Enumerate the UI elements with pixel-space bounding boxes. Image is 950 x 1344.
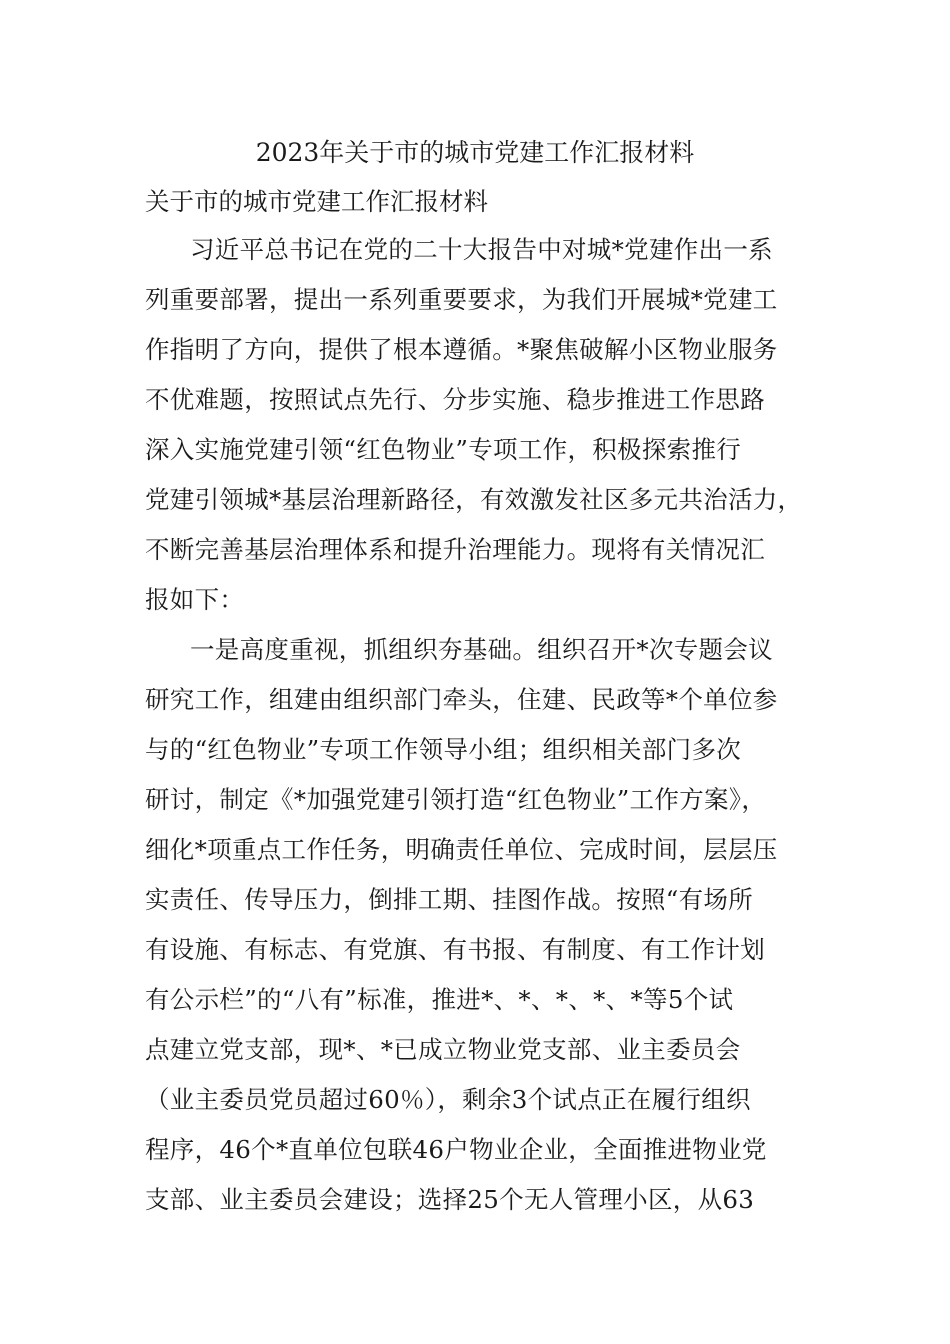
paragraph-2-line-2: 研究工作，组建由组织部门牵头，住建、民政等*个单位参 xyxy=(145,685,778,714)
paragraph-2-line-10: （业主委员党员超过60％），剩余3个试点正在履行组织 xyxy=(145,1085,751,1114)
paragraph-2-line-3: 与的“红色物业”专项工作领导小组；组织相关部门多次 xyxy=(145,735,742,764)
paragraph-1-line-4: 不优难题，按照试点先行、分步实施、稳步推进工作思路 xyxy=(145,385,765,414)
paragraph-2-line-7: 有设施、有标志、有党旗、有书报、有制度、有工作计划 xyxy=(145,935,765,964)
document-title: 2023年关于市的城市党建工作汇报材料 xyxy=(255,138,695,167)
paragraph-1-line-6: 党建引领城*基层治理新路径，有效激发社区多元共治活力， xyxy=(145,485,803,514)
paragraph-2-line-9: 点建立党支部，现*、*已成立物业党支部、业主委员会 xyxy=(145,1035,741,1064)
paragraph-1-line-2: 列重要部署，提出一系列重要要求，为我们开展城*党建工 xyxy=(145,285,778,314)
paragraph-2-line-8: 有公示栏”的“八有”标准，推进*、*、*、*、*等5个试 xyxy=(145,985,734,1014)
paragraph-1-line-3: 作指明了方向，提供了根本遵循。*聚焦破解小区物业服务 xyxy=(145,335,778,364)
document-subtitle: 关于市的城市党建工作汇报材料 xyxy=(145,187,488,216)
paragraph-1-line-7: 不断完善基层治理体系和提升治理能力。现将有关情况汇 xyxy=(145,535,765,564)
paragraph-1-line-8: 报如下： xyxy=(145,585,245,614)
paragraph-2-line-5: 细化*项重点工作任务，明确责任单位、完成时间，层层压 xyxy=(145,835,778,864)
paragraph-2-line-1: 一是高度重视，抓组织夯基础。组织召开*次专题会议 xyxy=(190,635,773,664)
paragraph-2-line-6: 实责任、传导压力，倒排工期、挂图作战。按照“有场所 xyxy=(145,885,754,914)
paragraph-2-line-4: 研讨，制定《*加强党建引领打造“红色物业”工作方案》， xyxy=(145,785,767,814)
paragraph-2-line-11: 程序，46个*直单位包联46户物业企业，全面推进物业党 xyxy=(145,1135,767,1164)
paragraph-2-line-12: 支部、业主委员会建设；选择25个无人管理小区，从63 xyxy=(145,1185,755,1214)
paragraph-1-line-1: 习近平总书记在党的二十大报告中对城*党建作出一系 xyxy=(190,235,773,264)
paragraph-1-line-5: 深入实施党建引领“红色物业”专项工作，积极探索推行 xyxy=(145,435,742,464)
